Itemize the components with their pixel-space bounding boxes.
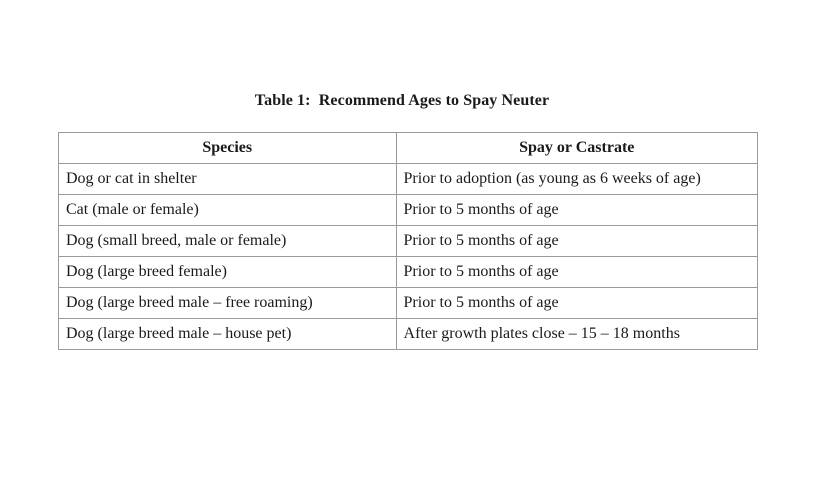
table-header-row — [59, 133, 758, 164]
age-cell: Prior to 5 months of age — [396, 226, 757, 257]
species-cell: Dog (small breed, male or female) — [59, 226, 397, 257]
table-row — [59, 257, 758, 288]
age-cell: Prior to 5 months of age — [396, 257, 757, 288]
table-row — [59, 226, 758, 257]
table-row — [59, 164, 758, 195]
age-cell: Prior to adoption (as young as 6 weeks of age) — [396, 164, 757, 195]
species-cell: Dog (large breed female) — [59, 257, 397, 288]
table-row — [59, 319, 758, 350]
age-cell: Prior to 5 months of age — [396, 288, 757, 319]
table-caption: Table 1: Recommend Ages to Spay Neuter — [254, 92, 550, 109]
species-cell: Dog (large breed male – free roaming) — [59, 288, 397, 319]
species-cell: Cat (male or female) — [59, 195, 397, 226]
spay-neuter-table — [58, 132, 758, 350]
age-cell: Prior to 5 months of age — [396, 195, 757, 226]
table-row — [59, 288, 758, 319]
table-row — [59, 195, 758, 226]
species-cell: Dog (large breed male – house pet) — [59, 319, 397, 350]
header-spay-or-castrate: Spay or Castrate — [396, 133, 757, 164]
header-species: Species — [59, 133, 397, 164]
age-cell: After growth plates close – 15 – 18 months — [396, 319, 757, 350]
species-cell: Dog or cat in shelter — [59, 164, 397, 195]
